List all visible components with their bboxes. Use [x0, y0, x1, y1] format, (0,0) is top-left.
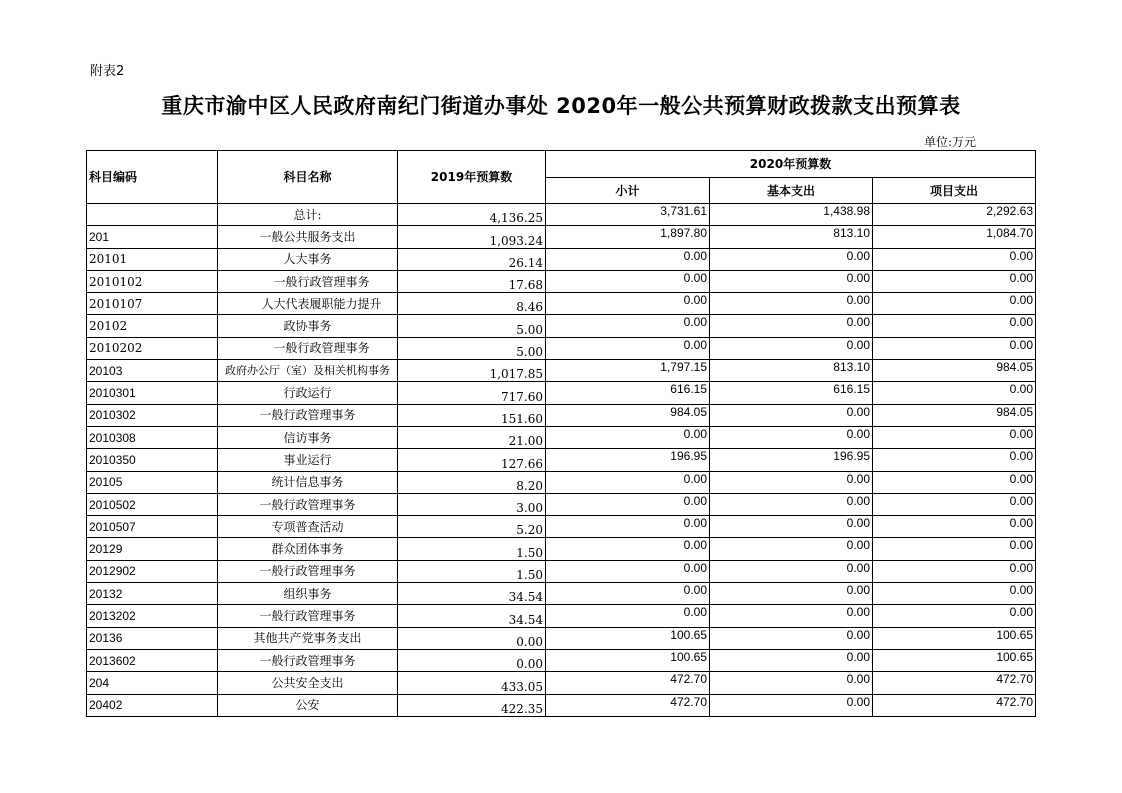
table-row — [87, 226, 1036, 248]
table-row — [87, 337, 1036, 359]
cell-prev-year: 5.00 — [398, 337, 546, 359]
cell-code: 20103 — [87, 360, 218, 382]
cell-project: 0.00 — [873, 471, 1036, 493]
cell-code: 20402 — [87, 694, 218, 716]
cell-name: 政府办公厅（室）及相关机构事务 — [218, 360, 398, 382]
cell-subtotal: 472.70 — [546, 694, 710, 716]
unit-label: 单位:万元 — [924, 135, 977, 149]
cell-project: 472.70 — [873, 672, 1036, 694]
cell-project: 0.00 — [873, 583, 1036, 605]
table-row — [87, 672, 1036, 694]
cell-subtotal: 0.00 — [546, 560, 710, 582]
cell-code: 2010102 — [87, 270, 218, 292]
cell-prev-year: 0.00 — [398, 627, 546, 649]
cell-code: 20105 — [87, 471, 218, 493]
cell-project: 0.00 — [873, 538, 1036, 560]
cell-code: 20102 — [87, 315, 218, 337]
cell-subtotal: 100.65 — [546, 649, 710, 671]
cell-project: 0.00 — [873, 560, 1036, 582]
cell-prev-year: 1.50 — [398, 560, 546, 582]
cell-project: 100.65 — [873, 649, 1036, 671]
cell-subtotal: 3,731.61 — [546, 204, 710, 226]
header-prev-year: 2019年预算数 — [398, 151, 546, 204]
cell-subtotal: 1,897.80 — [546, 226, 710, 248]
cell-name: 组织事务 — [218, 583, 398, 605]
budget-table — [86, 150, 1036, 717]
cell-project: 0.00 — [873, 270, 1036, 292]
cell-subtotal: 0.00 — [546, 337, 710, 359]
cell-subtotal: 0.00 — [546, 493, 710, 515]
cell-prev-year: 21.00 — [398, 426, 546, 448]
cell-basic: 0.00 — [710, 471, 873, 493]
table-row — [87, 493, 1036, 515]
header-subtotal: 小计 — [546, 178, 710, 204]
table-row — [87, 560, 1036, 582]
cell-name: 一般行政管理事务 — [218, 560, 398, 582]
cell-name: 事业运行 — [218, 449, 398, 471]
cell-subtotal: 0.00 — [546, 583, 710, 605]
cell-name: 一般行政管理事务 — [218, 404, 398, 426]
cell-code: 20129 — [87, 538, 218, 560]
cell-subtotal: 1,797.15 — [546, 360, 710, 382]
cell-name: 公安 — [218, 694, 398, 716]
cell-subtotal: 616.15 — [546, 382, 710, 404]
cell-project: 472.70 — [873, 694, 1036, 716]
cell-code — [87, 204, 218, 226]
cell-code: 2010507 — [87, 516, 218, 538]
cell-basic: 813.10 — [710, 226, 873, 248]
table-row — [87, 471, 1036, 493]
cell-project: 0.00 — [873, 248, 1036, 270]
cell-name: 统计信息事务 — [218, 471, 398, 493]
cell-name: 公共安全支出 — [218, 672, 398, 694]
table-body — [87, 204, 1036, 717]
cell-basic: 0.00 — [710, 583, 873, 605]
cell-basic: 0.00 — [710, 538, 873, 560]
cell-code: 2010502 — [87, 493, 218, 515]
cell-prev-year: 1,017.85 — [398, 360, 546, 382]
cell-basic: 0.00 — [710, 293, 873, 315]
table-row — [87, 649, 1036, 671]
cell-subtotal: 0.00 — [546, 471, 710, 493]
cell-basic: 0.00 — [710, 315, 873, 337]
cell-prev-year: 151.60 — [398, 404, 546, 426]
cell-prev-year: 34.54 — [398, 583, 546, 605]
cell-prev-year: 17.68 — [398, 270, 546, 292]
cell-basic: 0.00 — [710, 605, 873, 627]
table-row — [87, 404, 1036, 426]
cell-code: 204 — [87, 672, 218, 694]
cell-project: 2,292.63 — [873, 204, 1036, 226]
cell-name: 一般行政管理事务 — [218, 493, 398, 515]
table-row — [87, 627, 1036, 649]
cell-code: 2013202 — [87, 605, 218, 627]
cell-project: 0.00 — [873, 605, 1036, 627]
table-row — [87, 204, 1036, 226]
cell-prev-year: 0.00 — [398, 649, 546, 671]
cell-code: 2010350 — [87, 449, 218, 471]
cell-project: 0.00 — [873, 337, 1036, 359]
cell-name: 一般行政管理事务 — [218, 649, 398, 671]
cell-project: 0.00 — [873, 315, 1036, 337]
cell-name: 总计: — [218, 204, 398, 226]
cell-prev-year: 433.05 — [398, 672, 546, 694]
cell-prev-year: 5.20 — [398, 516, 546, 538]
cell-code: 20136 — [87, 627, 218, 649]
cell-basic: 0.00 — [710, 649, 873, 671]
header-project: 项目支出 — [873, 178, 1036, 204]
table-row — [87, 694, 1036, 716]
table-row — [87, 516, 1036, 538]
table-row — [87, 270, 1036, 292]
cell-name: 信访事务 — [218, 426, 398, 448]
cell-prev-year: 717.60 — [398, 382, 546, 404]
cell-subtotal: 0.00 — [546, 248, 710, 270]
cell-prev-year: 127.66 — [398, 449, 546, 471]
header-name: 科目名称 — [218, 151, 398, 204]
cell-prev-year: 1.50 — [398, 538, 546, 560]
cell-prev-year: 26.14 — [398, 248, 546, 270]
cell-prev-year: 4,136.25 — [398, 204, 546, 226]
cell-basic: 0.00 — [710, 672, 873, 694]
cell-code: 2010301 — [87, 382, 218, 404]
cell-prev-year: 8.20 — [398, 471, 546, 493]
table-row — [87, 583, 1036, 605]
cell-project: 0.00 — [873, 382, 1036, 404]
cell-basic: 196.95 — [710, 449, 873, 471]
table-row — [87, 538, 1036, 560]
cell-basic: 0.00 — [710, 270, 873, 292]
cell-code: 2010107 — [87, 293, 218, 315]
cell-name: 人大事务 — [218, 248, 398, 270]
cell-code: 20132 — [87, 583, 218, 605]
cell-subtotal: 0.00 — [546, 293, 710, 315]
table-row — [87, 426, 1036, 448]
appendix-label: 附表2 — [90, 64, 125, 79]
cell-project: 984.05 — [873, 404, 1036, 426]
cell-prev-year: 422.35 — [398, 694, 546, 716]
cell-basic: 0.00 — [710, 694, 873, 716]
table-row — [87, 293, 1036, 315]
cell-project: 0.00 — [873, 449, 1036, 471]
cell-name: 一般公共服务支出 — [218, 226, 398, 248]
cell-project: 0.00 — [873, 493, 1036, 515]
cell-name: 行政运行 — [218, 382, 398, 404]
cell-basic: 0.00 — [710, 560, 873, 582]
cell-basic: 616.15 — [710, 382, 873, 404]
cell-subtotal: 0.00 — [546, 270, 710, 292]
cell-prev-year: 8.46 — [398, 293, 546, 315]
cell-basic: 0.00 — [710, 493, 873, 515]
header-current-year: 2020年预算数 — [546, 151, 1036, 178]
cell-code: 201 — [87, 226, 218, 248]
cell-name: 专项普查活动 — [218, 516, 398, 538]
cell-subtotal: 0.00 — [546, 605, 710, 627]
cell-code: 2010202 — [87, 337, 218, 359]
table-row — [87, 360, 1036, 382]
page-title: 重庆市渝中区人民政府南纪门街道办事处 2020年一般公共预算财政拨款支出预算表 — [161, 94, 961, 118]
cell-project: 100.65 — [873, 627, 1036, 649]
cell-subtotal: 0.00 — [546, 538, 710, 560]
cell-subtotal: 472.70 — [546, 672, 710, 694]
cell-name: 人大代表履职能力提升 — [218, 293, 398, 315]
cell-name: 其他共产党事务支出 — [218, 627, 398, 649]
cell-project: 0.00 — [873, 293, 1036, 315]
cell-subtotal: 0.00 — [546, 516, 710, 538]
cell-basic: 0.00 — [710, 248, 873, 270]
cell-name: 一般行政管理事务 — [218, 337, 398, 359]
cell-basic: 0.00 — [710, 404, 873, 426]
cell-name: 一般行政管理事务 — [218, 270, 398, 292]
table-row — [87, 382, 1036, 404]
cell-project: 984.05 — [873, 360, 1036, 382]
header-code: 科目编码 — [87, 151, 218, 204]
cell-name: 政协事务 — [218, 315, 398, 337]
cell-code: 2013602 — [87, 649, 218, 671]
cell-code: 2010302 — [87, 404, 218, 426]
cell-basic: 1,438.98 — [710, 204, 873, 226]
cell-subtotal: 984.05 — [546, 404, 710, 426]
cell-subtotal: 0.00 — [546, 426, 710, 448]
cell-basic: 0.00 — [710, 516, 873, 538]
cell-basic: 0.00 — [710, 337, 873, 359]
cell-code: 2010308 — [87, 426, 218, 448]
table-row — [87, 449, 1036, 471]
cell-subtotal: 0.00 — [546, 315, 710, 337]
header-basic: 基本支出 — [710, 178, 873, 204]
cell-basic: 0.00 — [710, 627, 873, 649]
cell-code: 20101 — [87, 248, 218, 270]
cell-prev-year: 3.00 — [398, 493, 546, 515]
cell-subtotal: 100.65 — [546, 627, 710, 649]
cell-subtotal: 196.95 — [546, 449, 710, 471]
table-row — [87, 605, 1036, 627]
cell-project: 0.00 — [873, 516, 1036, 538]
table-row — [87, 248, 1036, 270]
cell-prev-year: 1,093.24 — [398, 226, 546, 248]
table-row — [87, 315, 1036, 337]
cell-prev-year: 34.54 — [398, 605, 546, 627]
cell-name: 群众团体事务 — [218, 538, 398, 560]
cell-basic: 813.10 — [710, 360, 873, 382]
cell-prev-year: 5.00 — [398, 315, 546, 337]
cell-project: 0.00 — [873, 426, 1036, 448]
cell-name: 一般行政管理事务 — [218, 605, 398, 627]
cell-code: 2012902 — [87, 560, 218, 582]
cell-project: 1,084.70 — [873, 226, 1036, 248]
cell-basic: 0.00 — [710, 426, 873, 448]
